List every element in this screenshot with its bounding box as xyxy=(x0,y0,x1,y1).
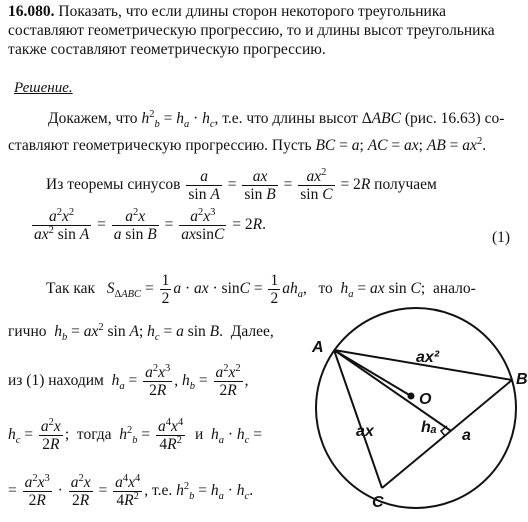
label-ac: ax xyxy=(356,423,374,440)
center-o-label: O xyxy=(419,391,432,408)
sine-theorem-line: Из теоремы синусов $\frac{a}{\text{sin A}}$ = $\frac{ax}{\text{sin B}}$ = $\frac{ax^2}{\text{sin C}}$ = 2R получаем xyxy=(46,166,437,203)
and-word: и xyxy=(194,426,204,444)
prove-text-4: ставляют геометрическую прогрессию. Пусть xyxy=(8,137,312,154)
from1-text: из (1) находим xyxy=(8,372,104,390)
prove-line: Докажем, что $h^2_b = h_a \cdot h_c$, т.е. что длины высот ΔABC (рис. 16.63) со- xyxy=(48,108,505,131)
prove-line-2: ставляют геометрическую прогрессию. Пусть BC = a; AC = ax; AB = $ax^2$. xyxy=(8,135,487,154)
equation-number: (1) xyxy=(492,229,511,246)
label-ab: ax² xyxy=(416,349,440,366)
hc-line: $h_c$ = $\frac{a^2x}{2R}$ ; тогда $h^2_b$ = $\frac{a^4x^4}{4R^2}$ и $h_a \cdot h_c$ = xyxy=(8,416,262,453)
sine-after-text: получаем xyxy=(374,176,437,194)
label-height: hₐ xyxy=(421,419,437,436)
label-bc: a xyxy=(462,427,471,444)
since-text: Так как xyxy=(46,280,96,298)
problem-statement xyxy=(8,2,523,59)
final-line: = $\frac{a^2x^3}{2R}$ · $\frac{a^2x}{2R}$ = $\frac{a^4x^4}{4R^2}$ , т.е. $h^2_b = h_a \cdot h_c$. xyxy=(8,472,254,509)
vertex-a-label: A xyxy=(312,339,324,356)
analog-text: анало- xyxy=(432,280,476,298)
center-point xyxy=(408,393,415,400)
prove-text-2: , т.е. что длины высот xyxy=(214,110,358,127)
vertex-b-label: B xyxy=(516,371,528,388)
from1-line: из (1) находим $h_a$ = $\frac{a^2x^3}{2R}$ , $h_b$ = $\frac{a^2x^2}{2R}$ , xyxy=(8,362,249,399)
circumcircle xyxy=(316,308,516,508)
similarly-line: гично $h_b = ax^2$ sin A; $h_c = a$ sin B. Далее, xyxy=(8,321,274,344)
triangle-figure xyxy=(300,300,528,522)
te-text: т.е. xyxy=(151,482,173,500)
further-text: Далее, xyxy=(230,323,274,340)
problem-text: Показать, что если длины сторон некоторого треугольника составляют геометрическую прогрессию, то и длины высот треугольника также составляют геометрическую прогрессию. xyxy=(8,3,495,58)
equation-1: $\frac{a^2x^2}{ax^2 \sin A}$ = $\frac{a^2x}{\text{a sin B}}$ = $\frac{a^2x^3}{axsinC}$ = 2R. xyxy=(34,206,266,243)
prove-text-3: (рис. 16.63) со- xyxy=(404,110,505,127)
then-word: тогда xyxy=(76,426,112,444)
problem-number: 16.080. xyxy=(8,3,55,20)
then-text: то xyxy=(318,280,333,298)
sine-intro-text: Из теоремы синусов xyxy=(46,176,181,194)
prove-text-1: Докажем, что xyxy=(48,110,138,127)
area-line: Так как $S_{\Delta ABC}$ = $\frac{1}{2}$ a · ax · sinC = $\frac{1}{2}$ $ah_a$, то $h_a$ = ax sin C; анало- xyxy=(46,272,476,307)
solution-label: Решение. xyxy=(14,80,73,96)
similarly-text: гично xyxy=(8,323,47,340)
side-ac xyxy=(334,350,382,488)
vertex-c-label: C xyxy=(372,494,384,511)
